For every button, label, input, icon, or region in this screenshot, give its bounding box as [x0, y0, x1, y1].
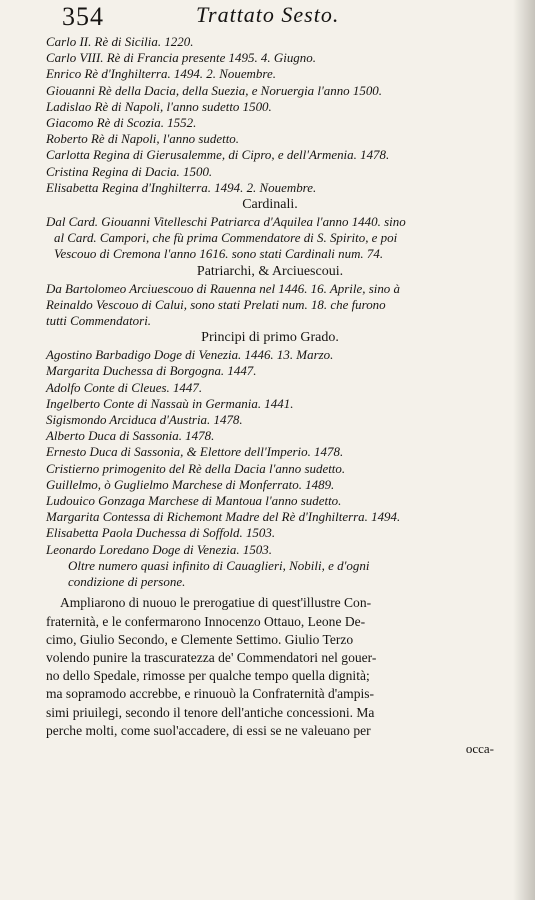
text-line: Da Bartolomeo Arciuescouo di Rauenna nel 1446. 16. Aprile, sino à	[46, 280, 401, 296]
list-item: Roberto Rè di Napoli, l'anno sudetto.	[46, 131, 240, 147]
princes-list	[46, 347, 494, 558]
section-heading-patriarchs: Patriarchi, & Arciuescoui.	[196, 263, 344, 279]
list-item: Carlo VIII. Rè di Francia presente 1495. 4. Giugno.	[46, 50, 316, 66]
kings-list	[46, 34, 494, 196]
text-line: Oltre numero quasi infinito di Cauaglieri, Nobili, e d'ogni	[68, 557, 370, 573]
list-item: Agostino Barbadigo Doge di Venezia. 1446. 13. Marzo.	[46, 347, 334, 363]
text-line: Reinaldo Vescouo di Calui, sono stati Prelati num. 18. che furono	[46, 296, 386, 312]
text-line: Dal Card. Giouanni Vitelleschi Patriarca d'Aquilea l'anno 1440. sino	[46, 214, 406, 230]
paragraph-line: Ampliarono di nuouo le prerogatiue di quest'illustre Con-	[59, 595, 372, 611]
page-body	[46, 34, 494, 758]
list-item: Adolfo Conte di Cleues. 1447.	[46, 379, 203, 395]
text-line: Vescouo di Cremona l'anno 1616. sono stati Cardinali num. 74.	[53, 246, 384, 262]
list-item: Ingelberto Conte di Nassaù in Germania. 1441.	[46, 395, 294, 411]
page-header	[0, 0, 535, 34]
text-line: tutti Commendatori.	[46, 313, 152, 329]
section-heading-cardinals: Cardinali.	[242, 197, 298, 213]
list-item: Leonardo Loredano Doge di Venezia. 1503.	[46, 541, 272, 557]
list-item: Cristierno primogenito del Rè della Dacia l'anno sudetto.	[46, 460, 346, 476]
list-item: Sigismondo Arciduca d'Austria. 1478.	[46, 412, 243, 428]
paragraph-line: fraternità, e le confermarono Innocenzo Ottauo, Leone De-	[46, 613, 366, 629]
paragraph-line: perche molti, come suol'accadere, di essi se ne valeuano per	[46, 722, 371, 738]
page-gutter-shadow	[513, 0, 535, 900]
text-line: condizione di persone.	[68, 574, 186, 590]
body-paragraph	[46, 594, 494, 740]
list-item: Alberto Duca di Sassonia. 1478.	[46, 428, 215, 444]
list-item: Margarita Duchessa di Borgogna. 1447.	[46, 363, 257, 379]
list-item: Carlotta Regina di Gierusalemme, di Cipro, e dell'Armenia. 1478.	[46, 147, 390, 163]
list-item: Ludouico Gonzaga Marchese di Mantoua l'anno sudetto.	[46, 493, 342, 509]
others-note	[46, 558, 494, 590]
section-heading-princes: Principi di primo Grado.	[201, 330, 339, 346]
list-item: Ladislao Rè di Napoli, l'anno sudetto 1500.	[46, 98, 272, 114]
list-item: Cristina Regina di Dacia. 1500.	[46, 163, 213, 179]
list-item: Elisabetta Regina d'Inghilterra. 1494. 2. Nouembre.	[46, 179, 317, 195]
list-item: Carlo II. Rè di Sicilia. 1220.	[46, 34, 194, 49]
list-item: Guillelmo, ò Guglielmo Marchese di Monferrato. 1489.	[46, 476, 335, 492]
cardinals-text	[46, 214, 494, 263]
patriarchs-text	[46, 281, 494, 330]
paragraph-line: cimo, Giulio Secondo, e Clemente Settimo. Giulio Terzo	[46, 631, 354, 647]
list-item: Margarita Contessa di Richemont Madre del Rè d'Inghilterra. 1494.	[46, 509, 401, 525]
paragraph-line: simi priuilegi, secondo il tenore dell'antiche concessioni. Ma	[46, 704, 375, 720]
paragraph-line: ma sopramodo accrebbe, e rinuouò la Confraternità d'ampis-	[46, 686, 375, 702]
list-item: Giouanni Rè della Dacia, della Suezia, e Noruergia l'anno 1500.	[46, 82, 383, 98]
running-head: Trattato Sesto.	[196, 2, 340, 27]
list-item: Elisabetta Paola Duchessa di Soffold. 1503.	[46, 525, 276, 541]
list-item: Giacomo Rè di Scozia. 1552.	[46, 115, 197, 131]
catchword: occa-	[465, 740, 494, 756]
paragraph-line: volendo punire la trascuratezza de' Commendatori nel gouer-	[46, 649, 377, 665]
page-number: 354	[62, 2, 104, 31]
list-item: Enrico Rè d'Inghilterra. 1494. 2. Nouembre.	[46, 66, 276, 82]
text-line: al Card. Campori, che fù prima Commendatore di S. Spirito, e poi	[53, 230, 398, 246]
list-item: Ernesto Duca di Sassonia, & Elettore dell'Imperio. 1478.	[46, 444, 344, 460]
paragraph-line: no dello Spedale, rimosse per qualche tempo quella dignità;	[46, 668, 370, 684]
